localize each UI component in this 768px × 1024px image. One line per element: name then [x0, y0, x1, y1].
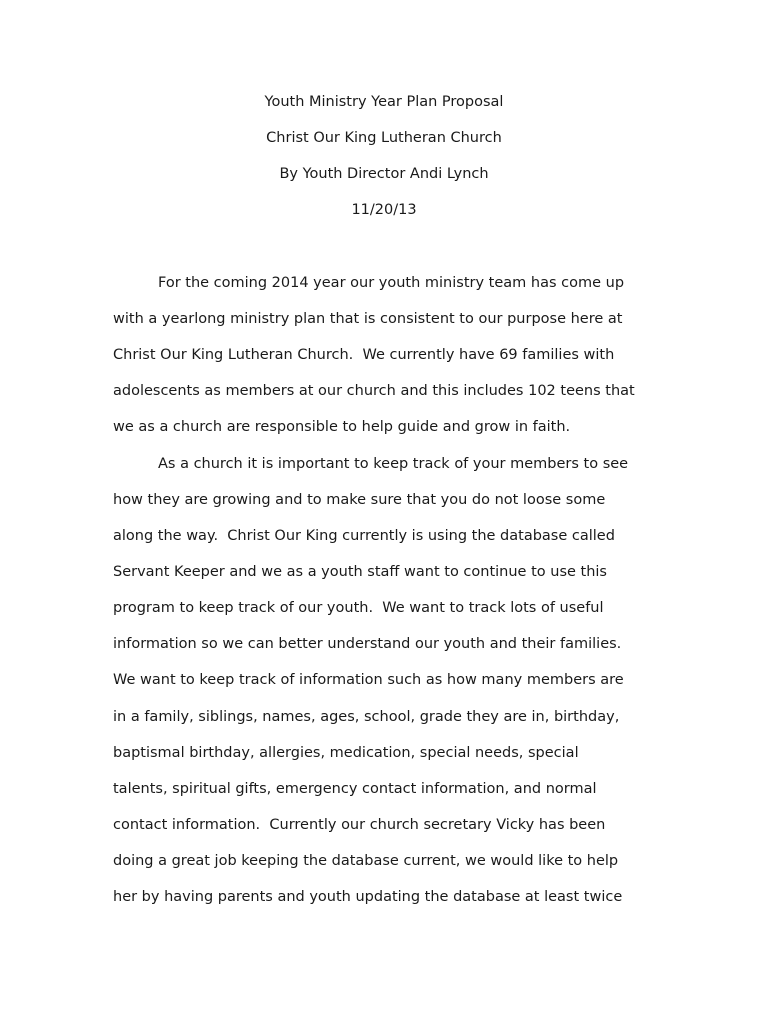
paragraph-2-line-10: talents, spiritual gifts, emergency contact information, and normal — [113, 781, 597, 797]
document-title: Youth Ministry Year Plan Proposal — [264, 94, 504, 110]
paragraph-2-line-8: in a family, siblings, names, ages, school, grade they are in, birthday, — [113, 709, 620, 725]
paragraph-1-line-2: with a yearlong ministry plan that is consistent to our purpose here at — [113, 311, 623, 327]
paragraph-1-line-4: adolescents as members at our church and this includes 102 teens that — [113, 383, 635, 399]
paragraph-2-line-9: baptismal birthday, allergies, medication, special needs, special — [113, 745, 579, 761]
paragraph-2-line-3: along the way. Christ Our King currently is using the database called — [113, 528, 615, 544]
paragraph-2-line-6: information so we can better understand our youth and their families. — [113, 636, 622, 652]
paragraph-2-line-5: program to keep track of our youth. We want to track lots of useful — [113, 600, 604, 616]
paragraph-1-line-3: Christ Our King Lutheran Church. We currently have 69 families with — [113, 347, 615, 363]
author-line: By Youth Director Andi Lynch — [279, 166, 489, 182]
paragraph-2-line-2: how they are growing and to make sure that you do not loose some — [113, 492, 606, 508]
church-name: Christ Our King Lutheran Church — [266, 130, 502, 146]
paragraph-1-line-1: For the coming 2014 year our youth ministry team has come up — [158, 275, 625, 291]
paragraph-2-line-11: contact information. Currently our church secretary Vicky has been — [113, 817, 606, 833]
paragraph-2-line-4: Servant Keeper and we as a youth staff want to continue to use this — [113, 564, 607, 580]
paragraph-2-line-12: doing a great job keeping the database current, we would like to help — [113, 853, 619, 869]
document-date: 11/20/13 — [351, 202, 417, 218]
paragraph-2-line-13: her by having parents and youth updating the database at least twice — [113, 889, 623, 905]
paragraph-2-line-1: As a church it is important to keep track of your members to see — [158, 456, 629, 472]
paragraph-2-line-7: We want to keep track of information such as how many members are — [113, 672, 624, 688]
paragraph-1-line-5: we as a church are responsible to help guide and grow in faith. — [113, 419, 571, 435]
